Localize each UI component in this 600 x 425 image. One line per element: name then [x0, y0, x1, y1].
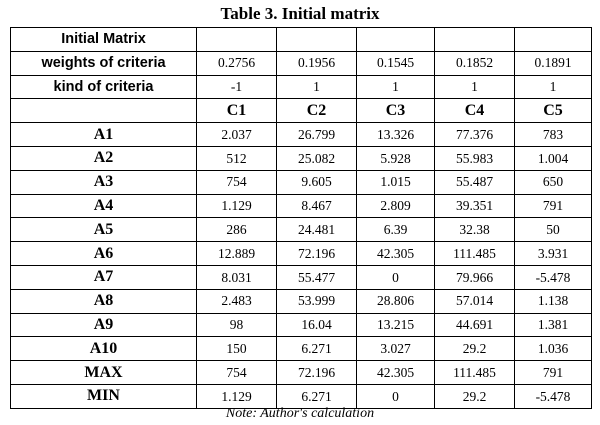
table-cell: 9.605: [277, 170, 357, 194]
table-row: [11, 242, 592, 266]
table-cell: 111.485: [435, 242, 515, 266]
table-cell: 150: [197, 337, 277, 361]
table-cell: 1.004: [515, 146, 592, 170]
table-cell: 650: [515, 170, 592, 194]
table-cell: 0.2756: [197, 51, 277, 75]
row-label: weights of criteria: [11, 51, 197, 75]
table-cell: 42.305: [357, 242, 435, 266]
table-cell: 754: [197, 361, 277, 385]
table-cell: 2.037: [197, 123, 277, 147]
table-cell: 42.305: [357, 361, 435, 385]
table-cell: 1: [357, 75, 435, 99]
table-cell: 6.271: [277, 384, 357, 408]
row-label: A10: [11, 337, 197, 361]
table-cell: 28.806: [357, 289, 435, 313]
table-cell: 2.809: [357, 194, 435, 218]
table-cell: 1.138: [515, 289, 592, 313]
table-cell: 111.485: [435, 361, 515, 385]
table-cell: 24.481: [277, 218, 357, 242]
table-cell: 29.2: [435, 337, 515, 361]
table-cell: 754: [197, 170, 277, 194]
table-row: [11, 123, 592, 147]
table-row: [11, 289, 592, 313]
table-cell: 79.966: [435, 265, 515, 289]
table-cell: 6.271: [277, 337, 357, 361]
row-label: A9: [11, 313, 197, 337]
row-label: A3: [11, 170, 197, 194]
table-cell: 39.351: [435, 194, 515, 218]
table-cell: 12.889: [197, 242, 277, 266]
table-cell: [197, 28, 277, 52]
table-cell: 1.036: [515, 337, 592, 361]
table-cell: 286: [197, 218, 277, 242]
table-cell: 16.04: [277, 313, 357, 337]
table-cell: 2.483: [197, 289, 277, 313]
table-cell: 1.129: [197, 384, 277, 408]
table-cell: 55.477: [277, 265, 357, 289]
table-cell: 55.487: [435, 170, 515, 194]
table-cell: 8.467: [277, 194, 357, 218]
table-row: [11, 361, 592, 385]
table-header-row: [11, 99, 592, 123]
table-row-initial-matrix: [11, 28, 592, 52]
row-label: A6: [11, 242, 197, 266]
table-cell: 512: [197, 146, 277, 170]
table-note: Note: Author's calculation: [225, 406, 375, 421]
table-cell: 1: [277, 75, 357, 99]
column-header: C1: [197, 99, 277, 123]
table-row: [11, 265, 592, 289]
header-corner-cell: [11, 99, 197, 123]
table-cell: 44.691: [435, 313, 515, 337]
table-row: [11, 194, 592, 218]
table-cell: 1: [515, 75, 592, 99]
table-cell: 32.38: [435, 218, 515, 242]
table-cell: 55.983: [435, 146, 515, 170]
initial-matrix-table: [10, 27, 592, 409]
table-cell: 53.999: [277, 289, 357, 313]
table-cell: [435, 28, 515, 52]
table-cell: [277, 28, 357, 52]
table-row-weights: [11, 51, 592, 75]
table-cell: 791: [515, 194, 592, 218]
table-cell: 783: [515, 123, 592, 147]
table-cell: [515, 28, 592, 52]
table-cell: 5.928: [357, 146, 435, 170]
table-cell: 8.031: [197, 265, 277, 289]
table-cell: 0: [357, 384, 435, 408]
row-label: MAX: [11, 361, 197, 385]
table-cell: 72.196: [277, 361, 357, 385]
row-label: A5: [11, 218, 197, 242]
table-row: [11, 313, 592, 337]
table-cell: 0.1956: [277, 51, 357, 75]
table-cell: 3.931: [515, 242, 592, 266]
table-cell: 77.376: [435, 123, 515, 147]
table-cell: 0.1852: [435, 51, 515, 75]
column-header: C4: [435, 99, 515, 123]
table-title: Table 3. Initial matrix: [220, 4, 380, 23]
table-cell: 50: [515, 218, 592, 242]
table-cell: 29.2: [435, 384, 515, 408]
table-cell: 13.326: [357, 123, 435, 147]
table-cell: -5.478: [515, 265, 592, 289]
row-label: A8: [11, 289, 197, 313]
table-cell: 0.1891: [515, 51, 592, 75]
column-header: C5: [515, 99, 592, 123]
table-cell: -5.478: [515, 384, 592, 408]
table-cell: 3.027: [357, 337, 435, 361]
table-cell: 791: [515, 361, 592, 385]
table-row: [11, 146, 592, 170]
table-cell: 1.015: [357, 170, 435, 194]
row-label: A7: [11, 265, 197, 289]
table-cell: 26.799: [277, 123, 357, 147]
column-header: C3: [357, 99, 435, 123]
table-cell: -1: [197, 75, 277, 99]
row-label: MIN: [11, 384, 197, 408]
row-label: A2: [11, 146, 197, 170]
table-cell: 72.196: [277, 242, 357, 266]
table-cell: [357, 28, 435, 52]
table-cell: 1.129: [197, 194, 277, 218]
table-cell: 57.014: [435, 289, 515, 313]
row-label: kind of criteria: [11, 75, 197, 99]
table-row-kind: [11, 75, 592, 99]
table-row: [11, 218, 592, 242]
table-cell: 0.1545: [357, 51, 435, 75]
table-cell: 25.082: [277, 146, 357, 170]
table-cell: 1: [435, 75, 515, 99]
table-cell: 98: [197, 313, 277, 337]
table-row: [11, 337, 592, 361]
column-header: C2: [277, 99, 357, 123]
table-cell: 1.381: [515, 313, 592, 337]
row-label: Initial Matrix: [11, 28, 197, 52]
table-cell: 6.39: [357, 218, 435, 242]
table-cell: 13.215: [357, 313, 435, 337]
row-label: A4: [11, 194, 197, 218]
table-row: [11, 170, 592, 194]
table-cell: 0: [357, 265, 435, 289]
row-label: A1: [11, 123, 197, 147]
table-row: [11, 384, 592, 408]
